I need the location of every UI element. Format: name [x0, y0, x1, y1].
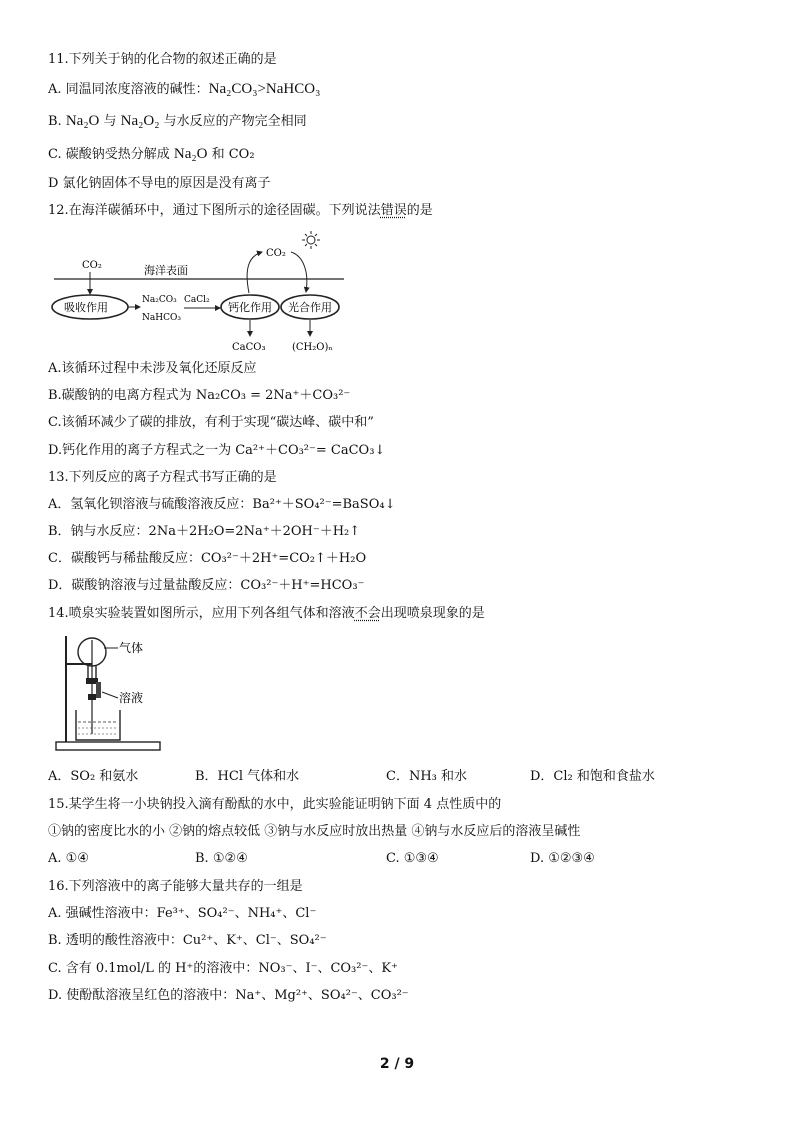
diagram-absorb: 吸收作用 — [64, 301, 108, 314]
q15-stem: 15.某学生将一小块钠投入滴有酚酞的水中，此实验能证明钠下面 4 点性质中的 — [48, 797, 502, 812]
q16-option-c: C. 含有 0.1mol/L 的 H⁺的溶液中：NO₃⁻、I⁻、CO₃²⁻、K⁺ — [48, 961, 398, 976]
q13-option-d: D．碳酸钠溶液与过量盐酸反应：CO₃²⁻＋H⁺=HCO₃⁻ — [48, 578, 365, 593]
diagram-photosyn: 光合作用 — [288, 301, 332, 314]
q11-a-formula: Na₂CO₃>NaHCO₃ — [208, 81, 321, 97]
q15-option-b: B. ①②④ — [195, 851, 248, 866]
q14-stem-emphasis: 不会 — [354, 606, 381, 621]
q16-stem: 16.下列溶液中的离子能够大量共存的一组是 — [48, 879, 303, 894]
q16-option-a: A. 强碱性溶液中：Fe³⁺、SO₄²⁻、NH₄⁺、Cl⁻ — [48, 906, 317, 921]
q13-option-c: C．碳酸钙与稀盐酸反应：CO₃²⁻＋2H⁺=CO₂↑＋H₂O — [48, 551, 367, 566]
q15-option-c: C. ①③④ — [386, 851, 439, 866]
q11-option-b — [48, 112, 307, 131]
q16-option-d: D. 使酚酞溶液呈红色的溶液中：Na⁺、Mg²⁺、SO₄²⁻、CO₃²⁻ — [48, 988, 409, 1003]
diagram-co2-top: CO₂ — [266, 248, 286, 259]
q11-a-prefix: A. 同温同浓度溶液的碱性： — [48, 82, 209, 97]
q11-c-suffix: 和 CO₂ — [207, 147, 255, 162]
diagram-caco3: CaCO₃ — [232, 342, 266, 353]
diagram-ch2o: (CH₂O)ₙ — [292, 342, 333, 353]
q11-b-formula-2: Na₂O₂ — [120, 113, 160, 129]
q14-option-c: C．NH₃ 和水 — [386, 769, 468, 784]
q16-option-b: B. 透明的酸性溶液中：Cu²⁺、K⁺、Cl⁻、SO₄²⁻ — [48, 933, 327, 948]
q15-option-a: A. ①④ — [48, 851, 89, 866]
label-gas: 气体 — [119, 641, 144, 655]
q15-points: ①钠的密度比水的小 ②钠的熔点较低 ③钠与水反应时放出热量 ④钠与水反应后的溶液呈碱性 — [48, 824, 581, 839]
q13-stem: 13.下列反应的离子方程式书写正确的是 — [48, 470, 277, 485]
q12-stem-pre: 12.在海洋碳循环中，通过下图所示的途径固碳。下列说法 — [48, 203, 381, 218]
page-number: 2 / 9 — [379, 1056, 415, 1072]
q12-option-c: C.该循环减少了碳的排放，有利于实现“碳达峰、碳中和” — [48, 415, 374, 430]
q14-option-b: B．HCl 气体和水 — [195, 769, 300, 784]
q11-option-a — [48, 80, 320, 99]
q11-stem: 11.下列关于钠的化合物的叙述正确的是 — [48, 52, 277, 67]
q14-stem-pre: 14.喷泉实验装置如图所示，应用下列各组气体和溶液 — [48, 606, 355, 621]
diagram-cacl2: CaCl₂ — [184, 295, 210, 305]
q12-option-a: A.该循环过程中未涉及氧化还原反应 — [48, 361, 257, 376]
q14-option-d: D．Cl₂ 和饱和食盐水 — [530, 769, 655, 784]
q15-option-d: D. ①②③④ — [530, 851, 595, 866]
label-solution: 溶液 — [119, 691, 144, 705]
q13-option-a: A．氢氧化钡溶液与硫酸溶液反应：Ba²⁺＋SO₄²⁻=BaSO₄↓ — [48, 497, 396, 512]
diagram-sea-surface: 海洋表面 — [144, 264, 188, 277]
q11-option-c — [48, 145, 255, 164]
diagram-calcify: 钙化作用 — [228, 301, 272, 314]
q14-stem — [48, 605, 485, 623]
q11-b-formula-1: Na₂O — [65, 113, 100, 129]
q12-option-b: B.碳酸钠的电离方程式为 Na₂CO₃ = 2Na⁺＋CO₃²⁻ — [48, 388, 351, 403]
q11-b-mid: 与 — [99, 114, 121, 129]
q11-c-prefix: C. 碳酸钠受热分解成 — [48, 147, 174, 162]
q11-c-formula: Na₂O — [173, 146, 208, 162]
q14-stem-post: 出现喷泉现象的是 — [380, 606, 485, 621]
carbon-cycle-diagram — [44, 228, 374, 358]
fountain-apparatus-diagram — [50, 630, 170, 756]
diagram-co2-left: CO₂ — [82, 260, 102, 271]
diagram-nahco3: NaHCO₃ — [142, 313, 181, 323]
q12-stem-post: 的是 — [406, 203, 433, 218]
q12-stem — [48, 202, 433, 220]
q12-stem-emphasis: 错误 — [380, 203, 407, 218]
q13-option-b: B．钠与水反应：2Na＋2H₂O=2Na⁺＋2OH⁻＋H₂↑ — [48, 524, 361, 539]
q11-option-d: D 氯化钠固体不导电的原因是没有离子 — [48, 176, 271, 191]
diagram-na2co3: Na₂CO₃ — [142, 295, 177, 305]
sun-icon — [302, 231, 320, 249]
q11-b-prefix: B. — [48, 114, 66, 129]
q11-b-suffix: 与水反应的产物完全相同 — [159, 114, 307, 129]
q12-option-d: D.钙化作用的离子方程式之一为 Ca²⁺＋CO₃²⁻= CaCO₃↓ — [48, 443, 386, 458]
q14-option-a: A．SO₂ 和氨水 — [48, 769, 139, 784]
